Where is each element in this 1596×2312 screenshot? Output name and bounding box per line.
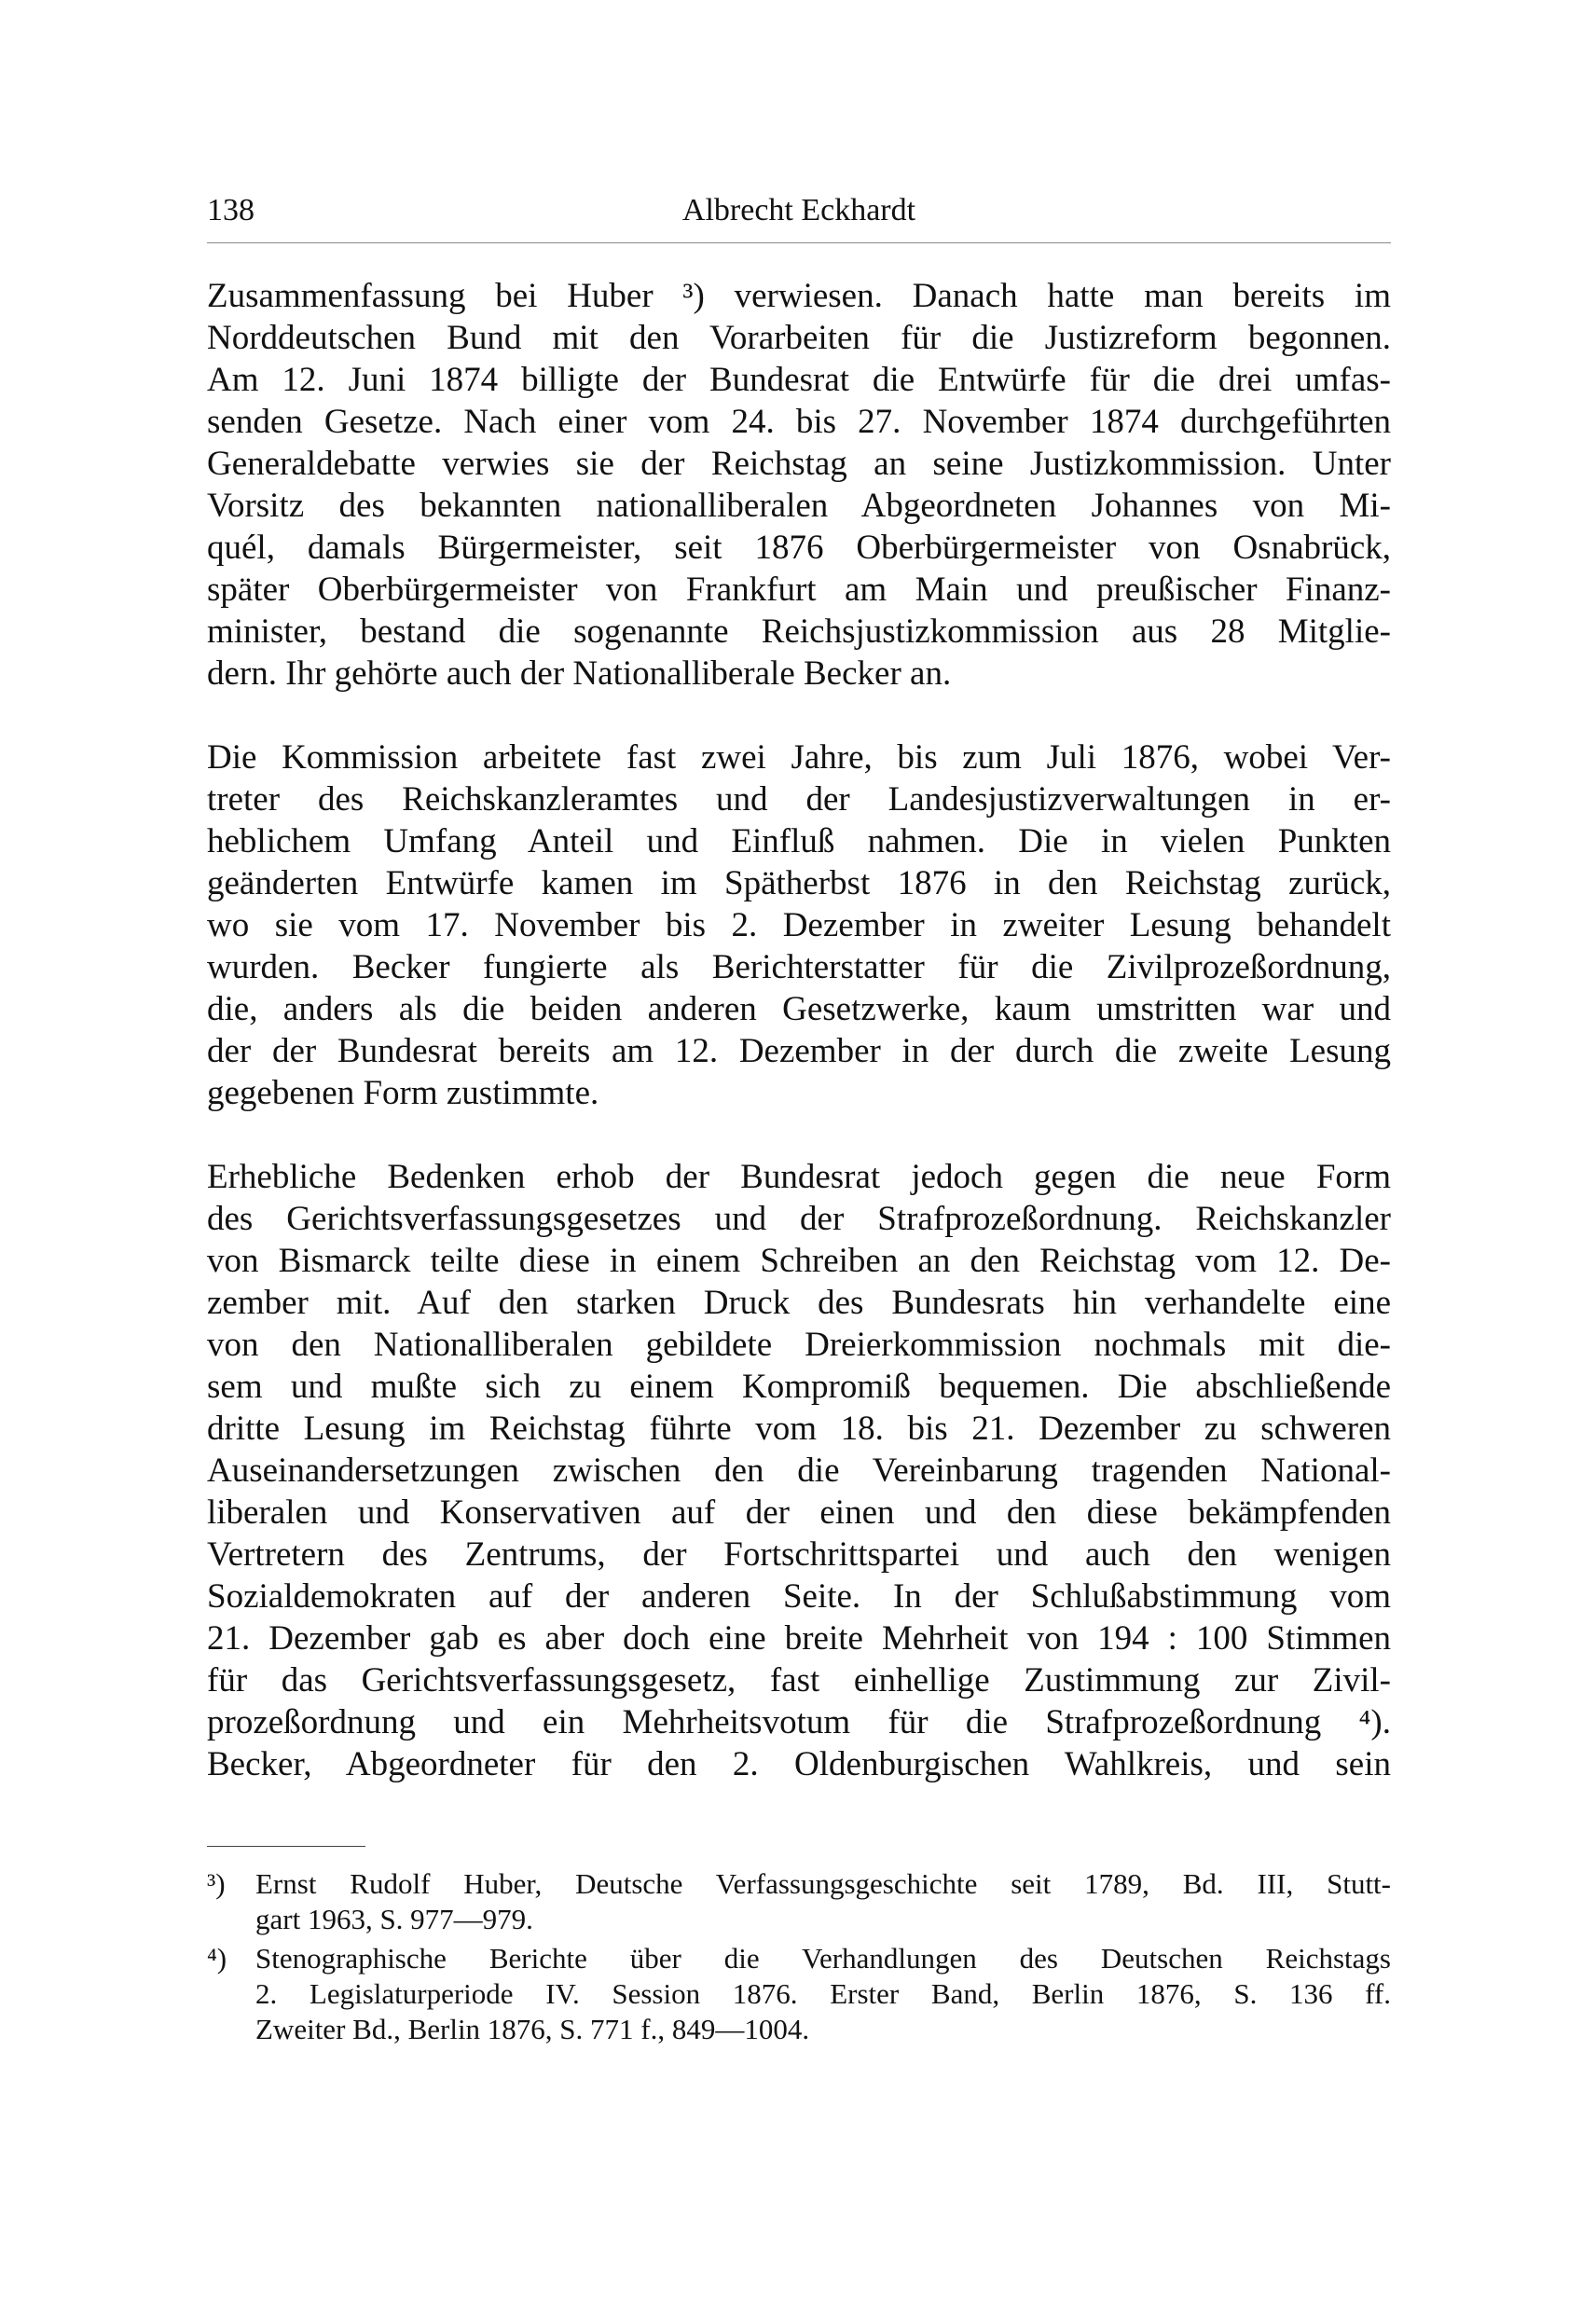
paragraph-1 <box>207 275 1391 695</box>
text-line: später Oberbürgermeister von Frankfurt am Main und preußischer Finanz- <box>207 571 1391 609</box>
text-line: sem und mußte sich zu einem Kompromiß bequemen. Die abschließende <box>207 1368 1391 1406</box>
text-line: Sozialdemokraten auf der anderen Seite. In der Schlußabstimmung vom <box>207 1577 1391 1616</box>
text-line: heblichem Umfang Anteil und Einfluß nahmen. Die in vielen Punkten <box>207 822 1391 860</box>
paragraph-3 <box>207 1156 1391 1785</box>
text-line: Auseinandersetzungen zwischen den die Vereinbarung tragenden National- <box>207 1452 1391 1490</box>
text-line: für das Gerichtsverfassungsgesetz, fast einhellige Zustimmung zur Zivil- <box>207 1661 1391 1700</box>
text-line: Norddeutschen Bund mit den Vorarbeiten für die Justizreform begonnen. <box>207 319 1391 357</box>
text-line: Erhebliche Bedenken erhob der Bundesrat jedoch gegen die neue Form <box>207 1158 1391 1196</box>
header-rule <box>207 242 1391 243</box>
text-line: wurden. Becker fungierte als Berichterstatter für die Zivilprozeßordnung, <box>207 948 1391 986</box>
text-line: Vertretern des Zentrums, der Fortschrittspartei und auch den wenigen <box>207 1535 1391 1574</box>
footnote-4 <box>207 1941 1391 2047</box>
body-text <box>207 275 1391 1827</box>
text-line: minister, bestand die sogenannte Reichsjustizkommission aus 28 Mitglie- <box>207 612 1391 651</box>
text-line: dritte Lesung im Reichstag führte vom 18. bis 21. Dezember zu schweren <box>207 1410 1391 1448</box>
footnote-rule <box>207 1846 365 1847</box>
text-line: Zusammenfassung bei Huber ³) verwiesen. Danach hatte man bereits im <box>207 277 1391 315</box>
text-line: Am 12. Juni 1874 billigte der Bundesrat die Entwürfe für die drei umfas- <box>207 361 1391 399</box>
text-line: von den Nationalliberalen gebildete Dreierkommission nochmals mit die- <box>207 1326 1391 1364</box>
text-line: des Gerichtsverfassungsgesetzes und der Strafprozeßordnung. Reichskanzler <box>207 1200 1391 1238</box>
text-line: senden Gesetze. Nach einer vom 24. bis 27. November 1874 durchgeführten <box>207 403 1391 441</box>
footnote-line: Stenographische Berichte über die Verhandlungen des Deutschen Reichstags <box>255 1942 1391 1975</box>
footnote-line: gart 1963, S. 977—979. <box>255 1903 533 1935</box>
text-line: treter des Reichskanzleramtes und der Landesjustizverwaltungen in er- <box>207 780 1391 819</box>
text-line: dern. Ihr gehörte auch der Nationalliberale Becker an. <box>207 654 952 693</box>
text-line: 21. Dezember gab es aber doch eine breite Mehrheit von 194 : 100 Stimmen <box>207 1619 1391 1658</box>
text-line: Die Kommission arbeitete fast zwei Jahre, bis zum Juli 1876, wobei Ver- <box>207 738 1391 777</box>
text-line: geänderten Entwürfe kamen im Spätherbst 1876 in den Reichstag zurück, <box>207 864 1391 902</box>
footnote-line: Zweiter Bd., Berlin 1876, S. 771 f., 849—1004. <box>255 2013 810 2045</box>
page-number: 138 <box>207 193 255 227</box>
text-line: von Bismarck teilte diese in einem Schreiben an den Reichstag vom 12. De- <box>207 1242 1391 1280</box>
footnotes <box>207 1866 1391 2051</box>
footnote-marker: ³) <box>207 1867 226 1900</box>
paragraph-2 <box>207 736 1391 1114</box>
footnote-line: Ernst Rudolf Huber, Deutsche Verfassungsgeschichte seit 1789, Bd. III, Stutt- <box>255 1867 1391 1900</box>
text-line: zember mit. Auf den starken Druck des Bundesrats hin verhandelte eine <box>207 1284 1391 1322</box>
text-line: quél, damals Bürgermeister, seit 1876 Oberbürgermeister von Osnabrück, <box>207 529 1391 567</box>
footnote-3 <box>207 1866 1391 1937</box>
text-line: Generaldebatte verwies sie der Reichstag an seine Justizkommission. Unter <box>207 445 1391 483</box>
text-line: gegebenen Form zustimmte. <box>207 1074 599 1112</box>
text-line: liberalen und Konservativen auf der einen und den diese bekämpfenden <box>207 1493 1391 1532</box>
text-line: Becker, Abgeordneter für den 2. Oldenburgischen Wahlkreis, und sein <box>207 1745 1391 1783</box>
text-line: Vorsitz des bekannten nationalliberalen Abgeordneten Johannes von Mi- <box>207 487 1391 525</box>
text-line: prozeßordnung und ein Mehrheitsvotum für die Strafprozeßordnung ⁴). <box>207 1703 1391 1741</box>
text-line: der der Bundesrat bereits am 12. Dezember in der durch die zweite Lesung <box>207 1032 1391 1070</box>
text-line: die, anders als die beiden anderen Gesetzwerke, kaum umstritten war und <box>207 990 1391 1028</box>
page-header <box>207 186 1391 235</box>
running-head: Albrecht Eckhardt <box>681 193 916 227</box>
footnote-marker: ⁴) <box>207 1942 227 1975</box>
text-line: wo sie vom 17. November bis 2. Dezember in zweiter Lesung behandelt <box>207 906 1391 944</box>
footnote-line: 2. Legislaturperiode IV. Session 1876. Erster Band, Berlin 1876, S. 136 ff. <box>255 1977 1391 2010</box>
